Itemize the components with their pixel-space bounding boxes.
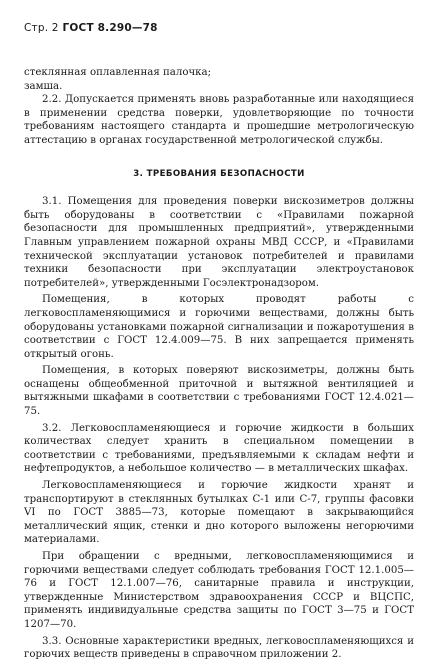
- paragraph-ventilation: Помещения, в которых поверяют вискозиметры, должны быть оснащены общеобменной приточной и вытяжной вентиляцией и вытяжными шкафами в соответствии с требованиями ГОСТ 12.4.021—75.: [24, 365, 414, 418]
- paragraph-2-2: 2.2. Допускается применять вновь разработанные или находящиеся в применении средства поверки, удовлетворяющие по точности требованиям настоящего стандарта и прошедшие метрологическую аттестацию в органах государственной метрологической службы.: [24, 94, 414, 146]
- paragraph-3-3: 3.3. Основные характеристики вредных, легковоспламеняющихся и горючих веществ приведены в справочном приложении 2.: [24, 635, 414, 661]
- paragraph-fire-alarm: Помещения, в которых проводят работы с легковоспламеняющимися и горючими веществами, должны быть оборудованы установками пожарной сигнализации и пожаротушения в соответствии с ГОСТ 12.4.009—75. В них запрещается применять открытый огонь.: [24, 294, 414, 360]
- list-item-glass-rod: стеклянная оплавленная палочка;: [24, 67, 212, 78]
- document-body: [24, 66, 414, 662]
- section-heading: 3. ТРЕБОВАНИЯ БЕЗОПАСНОСТИ: [133, 168, 305, 179]
- paragraph-storage: Легковоспламеняющиеся и горючие жидкости хранят и транспортируют в стеклянных бутылках С-1 или С-7, группы фасовки VI по ГОСТ 3885—73, которые помещают в закрывающийся металлический ящик, стенки и дно которого выложены негорючими материалами.: [24, 480, 414, 546]
- page-number: Стр. 2: [24, 22, 59, 34]
- paragraph-handling: При обращении с вредными, легковоспламеняющимися и горючими веществами следует соблюдать требования ГОСТ 12.1.005—76 и ГОСТ 12.1.007—76, санитарные правила и инструкции, утвержденные Министерством здравоохранения СССР и ВЦСПС, применять индивидуальные средства защиты по ГОСТ 3—75 и ГОСТ 1207—70.: [24, 551, 414, 630]
- paragraph-3-2: 3.2. Легковоспламеняющиеся и горючие жидкости в больших количествах следует хранить в специальном помещении в соответствии с требованиями, предъявляемыми к складам нефти и нефтепродуктов, а небольшое количество — в металлических шкафах.: [24, 422, 414, 475]
- paragraph-3-1: 3.1. Помещения для проведения поверки вискозиметров должны быть оборудованы в соответствии с «Правилами пожарной безопасности для промышленных предприятий», утвержденными Главным управлением пожарной охраны МВД СССР, и «Правилами технической эксплуатации установок потребителей и правилами техники безопасности при эксплуатации электроустановок потребителей», утвержденными Госэлектронадзором.: [24, 196, 414, 289]
- standard-number: ГОСТ 8.290—78: [62, 22, 158, 34]
- running-header: [24, 22, 158, 34]
- list-item-suede: замша.: [24, 80, 63, 92]
